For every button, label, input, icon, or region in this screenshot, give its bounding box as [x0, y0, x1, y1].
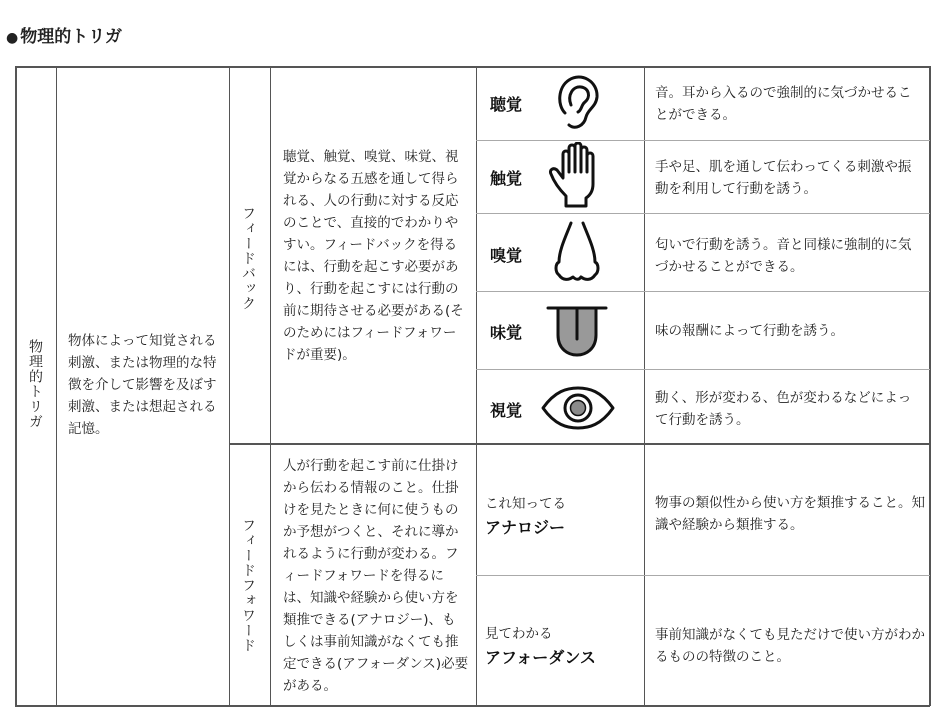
sense-name: 味覚	[490, 323, 523, 342]
divider-col4	[476, 66, 477, 706]
table-border-top	[15, 66, 930, 68]
divider-row2	[476, 213, 930, 214]
sense-description: 手や足、肌を通して伝わってくる刺激や振動を利用して行動を誘う。	[655, 159, 912, 197]
sense-name: 触覚	[490, 169, 523, 188]
sense-description: 動く、形が変わる、色が変わるなどによって行動を誘う。	[655, 390, 912, 428]
ear-icon	[555, 73, 601, 131]
divider-col5	[644, 66, 645, 706]
divider-row4	[476, 369, 930, 370]
item-title: アナロジー	[485, 518, 566, 537]
item-description: 事前知識がなくても見ただけで使い方がわかるものの特徴のこと。	[655, 627, 925, 665]
sense-description: 味の報酬によって行動を誘う。	[655, 323, 844, 339]
divider-col2	[229, 66, 230, 706]
title-text: 物理的トリガ	[20, 27, 123, 47]
item-title: アフォーダンス	[485, 648, 596, 667]
divider-col3	[270, 66, 271, 706]
hand-icon	[548, 142, 606, 210]
title-bullet: ●	[6, 30, 19, 46]
category-label: 物理的トリガ	[27, 339, 43, 429]
table-border-left	[15, 66, 17, 706]
divider-row1	[476, 140, 930, 141]
nose-icon	[553, 220, 601, 286]
divider-sections	[229, 443, 930, 445]
eye-icon	[540, 385, 616, 431]
feedback-description: 聴覚、触覚、嗅覚、味覚、視覚からなる五感を通して得られる、人の行動に対する反応のことで、直接的でわかりやすい。フィードバックを得るには、行動を起こす必要があり、行動を起こすには行動の前に期待させる必要がある(そのためにはフィードフォワードが重要)。	[283, 149, 464, 363]
divider-row3	[476, 291, 930, 292]
item-description: 物事の類似性から使い方を類推すること。知識や経験から類推する。	[655, 495, 925, 533]
sense-name: 視覚	[490, 401, 523, 420]
feedback-label: フィードバック	[240, 206, 256, 311]
sense-name: 嗅覚	[490, 246, 523, 265]
item-caption: これ知ってる	[485, 496, 566, 512]
table-border-bottom	[15, 705, 930, 707]
table-border-right	[929, 66, 931, 706]
sense-description: 音。耳から入るので強制的に気づかせることができる。	[655, 85, 912, 123]
definition-text: 物体によって知覚される刺激、または物理的な特徴を介して影響を及ぼす刺激、または想起される記憶。	[68, 333, 217, 437]
tongue-icon	[546, 305, 608, 357]
page-title	[6, 22, 122, 47]
sense-description: 匂いで行動を誘う。音と同様に強制的に気づかせることができる。	[655, 237, 912, 275]
divider-col1	[56, 66, 57, 706]
sense-name: 聴覚	[490, 95, 523, 114]
feedforward-label: フィードフォワード	[240, 518, 256, 653]
divider-row6	[476, 575, 930, 576]
item-caption: 見てわかる	[485, 626, 553, 642]
feedforward-description: 人が行動を起こす前に仕掛けから伝わる情報のこと。仕掛けを見たときに何に使うものか予想がつくと、それに導かれるように行動が変わる。フィードフォワードを得るには、知識や経験から使い方を類推できる(アナロジー)、もしくは事前知識がなくても推定できる(アフォーダンス)必要がある。	[283, 458, 469, 694]
